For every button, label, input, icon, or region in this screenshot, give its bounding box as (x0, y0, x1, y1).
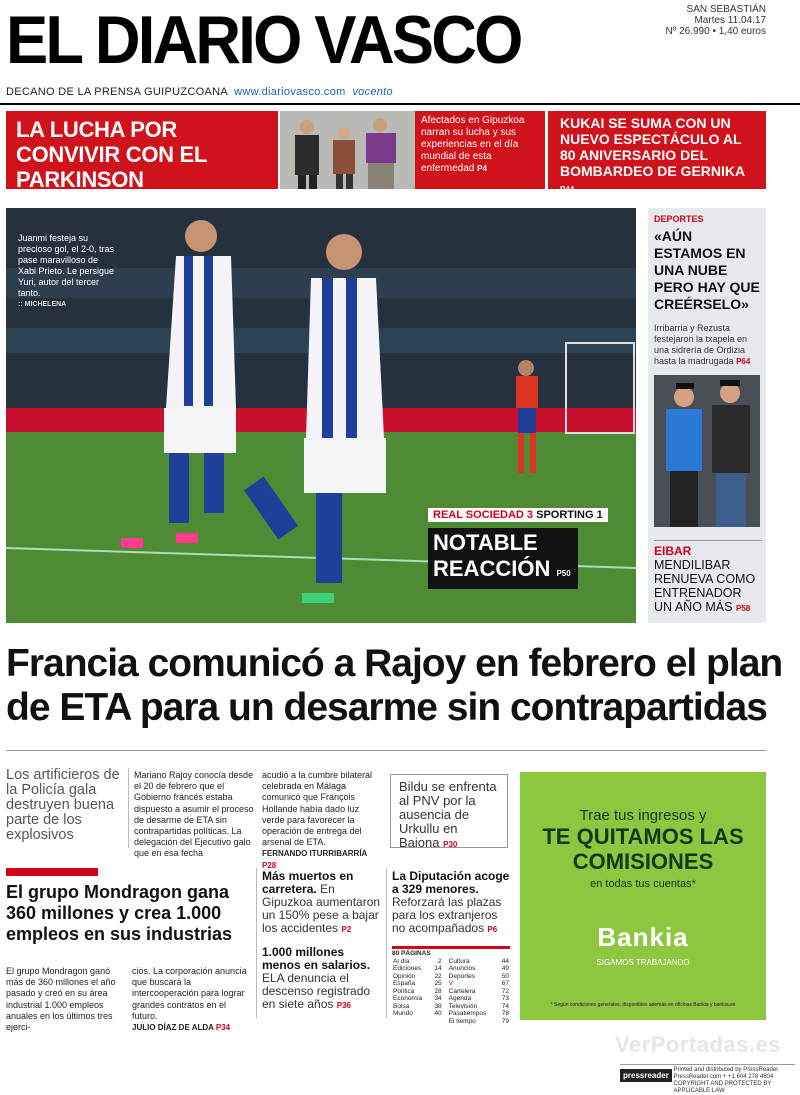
mondragon-headline[interactable]: El grupo Mondragon gana 360 millones y crea 1.000 empleos en sus industrias (6, 882, 233, 944)
eibar-text (654, 558, 762, 616)
index-page: 50 (501, 972, 509, 980)
index-section: Opinión (393, 972, 416, 980)
main-column-2 (262, 770, 382, 871)
vocento-logo: vocento (352, 86, 393, 98)
masthead-title: EL DIARIO VASCO (6, 2, 521, 78)
match-headline[interactable] (428, 528, 578, 589)
mondragon-column-1: El grupo Mondragon ganó más de 360 millones el año pasado y creó en su área industrial 1.000 empleos anuales en los últimos tres ejerci- (6, 966, 116, 1033)
main-byline (262, 848, 382, 870)
index-page: 49 (501, 965, 509, 972)
index-section: Mundo (393, 1010, 413, 1017)
briefs-divider-right (386, 868, 387, 1018)
brief-salaries-page: P36 (336, 1001, 351, 1010)
index-page: 25 (434, 980, 442, 987)
watermark: VerPortadas.es (615, 1032, 781, 1057)
ad-line-2: TE QUITAMOS LAS COMISIONES (542, 824, 744, 874)
main-headline[interactable]: Francia comunicó a Rajoy en febrero el plan de ETA para un desarme sin contrapartidas (6, 642, 783, 729)
index-page: 79 (501, 1017, 509, 1025)
match-score (428, 508, 608, 522)
promo-kukai[interactable] (548, 111, 766, 194)
main-column-1: Mariano Rajoy conocía desde el 20 de febrero que el Gobierno francés estaba dispuesto a asumir el proceso de desarme de ETA sin contrapartidas políticas. La delegación del Ejecutivo galo que en esa fecha (134, 770, 254, 859)
index-page: 74 (501, 1002, 509, 1010)
masthead-issue: Nº 26.990 • 1,40 euros (665, 26, 766, 37)
briefs-divider-left (256, 868, 257, 1018)
brief-traffic[interactable] (262, 870, 384, 936)
mondragon-byline-author: JULIO DÍAZ DE ALDA (132, 1023, 214, 1033)
sidebar-text-body: Irribarria y Rezusta festejaron la txapela en una sidrería de Ordizia hasta la madrugada (654, 323, 748, 366)
index-section: Agenda (448, 995, 472, 1002)
brief-salaries-text: ELA denuncia el descenso registrado en siete años (262, 971, 371, 1011)
index-section: España (393, 980, 416, 987)
brief-salaries-bold: 1.000 millones menos en salarios. (262, 945, 371, 972)
index-page: 73 (501, 995, 509, 1002)
promo-parkinson-page: P4 (477, 164, 487, 173)
index-page: 67 (501, 980, 509, 987)
bildu-text: Bildu se enfrenta al PNV por la ausencia de Urkullu en Baiona (399, 779, 497, 850)
index-page: 72 (501, 987, 509, 995)
photo-credit: :: MICHELENA (18, 301, 67, 308)
main-byline-page: P28 (262, 860, 277, 870)
index-page: 40 (434, 1010, 442, 1017)
index-page: 34 (434, 995, 442, 1002)
brief-traffic-bold: Más muertos en carretera. (262, 869, 354, 896)
pressreader-text: Printed and distributed by PressReader PressReader.com + +1 604 278 4604 COPYRIGHT AND PROTECTED BY APPLICABLE LAW (673, 1067, 779, 1094)
index-table (392, 958, 510, 1026)
eibar-headline: MENDILIBAR RENUEVA COMO ENTRENADOR UN AÑO MÁS (654, 558, 756, 614)
index-row (392, 995, 510, 1003)
photo-caption-text: Juanmi festeja su precioso gol, el 2-0, tras pase maravilloso de Xabi Prieto. Le persigue Yuri, autor del tercer tanto. (18, 233, 115, 298)
index-page: 38 (434, 1002, 442, 1010)
mondragon-byline-page: P34 (215, 1023, 231, 1033)
mondragon-column-2-text: cios. La corporación anuncia que buscará la intercooperación para lograr grandes contratos en el futuro. (132, 966, 247, 1021)
match-headline-text: NOTABLE REACCIÓN (433, 530, 551, 581)
index-section: Anuncios (448, 965, 476, 972)
main-headline-rule (6, 750, 766, 751)
index-section: El tiempo (448, 1017, 476, 1025)
index-row (392, 1010, 510, 1018)
index-row (392, 980, 510, 988)
mondragon-byline (132, 1022, 252, 1033)
pressreader-logo: pressreader (620, 1069, 672, 1082)
brief-minors-bold: La Diputación acoge a 329 menores. (392, 869, 510, 896)
brief-minors[interactable] (392, 870, 514, 936)
index-page: 44 (501, 957, 509, 965)
sidebar-quote[interactable]: «AÚN ESTAMOS EN UNA NUBE PERO HAY QUE CREÉRSELO» (654, 228, 760, 312)
sidebar-text (648, 313, 766, 367)
main-subhead: Los artificieros de la Policía gala destruyen buena parte de los explosivos (6, 767, 120, 843)
main-column-2-text: acudió a la cumbre bilateral celebrada en Málaga comunicó que François Hollande había dado luz verde para favorecer la operación de entrega del arsenal de ETA. (262, 770, 373, 848)
brief-salaries[interactable] (262, 946, 384, 1012)
index-page: 14 (434, 965, 442, 972)
brief-minors-text: Reforzará las plazas para los extranjeros no acompañados (392, 895, 502, 935)
index-section: Televisión (448, 1002, 478, 1010)
promo-kukai-headline: KUKAI SE SUMA CON UN NUEVO ESPECTÁCULO AL 80 ANIVERSARIO DEL BOMBARDEO DE GERNIKA (560, 115, 745, 179)
index-section: Economía (393, 995, 423, 1002)
masthead-info (665, 4, 766, 37)
promo-parkinson-headline[interactable]: LA LUCHA POR CONVIVIR CON EL PARKINSON (6, 111, 278, 189)
promo-kukai-page: P44 (560, 185, 575, 194)
index-section (392, 1018, 431, 1026)
ad-line-3: en todas tus cuentas* (590, 878, 696, 890)
index-page (431, 1018, 443, 1026)
index-row (392, 965, 510, 973)
ad-slogan: SIGAMOS TRABAJANDO (596, 958, 690, 967)
page-index (392, 946, 510, 1025)
brief-minors-page: P6 (487, 925, 498, 934)
index-page: 2 (438, 957, 442, 965)
column-divider (128, 768, 129, 848)
index-section: Al día (393, 957, 410, 965)
index-row (392, 1003, 510, 1011)
mondragon-column-2 (132, 966, 252, 1033)
sidebar-section-label: DEPORTES (654, 214, 704, 224)
eibar-section: EIBAR (654, 540, 762, 558)
brief-traffic-text: En Gipuzkoa aumentaron un 150% pese a bajar los accidentes (262, 882, 381, 935)
promo-parkinson-text[interactable] (415, 111, 545, 189)
brief-traffic-page: P2 (341, 925, 352, 934)
ad-line-1: Trae tus ingresos y (579, 807, 707, 824)
photo-caption (18, 233, 118, 310)
score-home: REAL SOCIEDAD 3 (433, 509, 534, 521)
bankia-ad[interactable] (520, 772, 766, 1020)
masthead-city: SAN SEBASTIÁN (686, 4, 766, 15)
index-row (392, 973, 510, 981)
index-row (392, 958, 510, 966)
index-section: V (448, 980, 454, 987)
site-url-link[interactable]: www.diariovasco.com (234, 86, 346, 98)
eibar-page: P58 (735, 604, 751, 613)
masthead-rule (0, 103, 800, 105)
ad-fine-print: * Según condiciones generales, disponibles además en oficinas Bankia y bankia.es (550, 1002, 736, 1008)
index-row (392, 988, 510, 996)
pelota-players-photo[interactable] (654, 375, 760, 527)
index-page: 28 (434, 987, 442, 995)
masthead-tagline (6, 86, 393, 98)
index-section: Política (393, 987, 415, 995)
index-section: Pasatiempos (448, 1010, 487, 1017)
index-title: 80 PÁGINAS (392, 946, 510, 958)
sidebar-text-page: P64 (736, 357, 751, 366)
eibar-brief[interactable] (654, 540, 762, 616)
index-section: Bolsa (393, 1002, 410, 1010)
match-page: P50 (556, 569, 571, 578)
bildu-box[interactable] (390, 774, 508, 848)
index-section: Cultura (448, 957, 470, 965)
score-away: SPORTING 1 (536, 509, 603, 521)
index-row (392, 1018, 510, 1026)
index-section: Deportes (448, 972, 476, 980)
promo-parkinson-desc: Afectados en Gipuzkoa narran su lucha y sus experiencias en el día mundial de esta enfermedad (421, 115, 525, 174)
masthead-date: Martes 11.04.17 (694, 15, 766, 26)
bankia-logo: Bankia (597, 922, 689, 952)
mondragon-accent-bar (6, 868, 98, 876)
main-byline-author: FERNANDO ITURRIBARRÍA (262, 849, 368, 859)
index-page: 22 (434, 972, 442, 980)
promo-parkinson-photo[interactable] (280, 111, 415, 189)
index-section: Ediciones (393, 965, 422, 972)
pressreader-footer (620, 1064, 795, 1094)
tagline-text: DECANO DE LA PRENSA GUIPUZCOANA (6, 86, 228, 98)
index-section: Cartelera (448, 987, 476, 995)
index-page: 78 (501, 1010, 509, 1017)
bildu-page: P30 (443, 840, 458, 849)
